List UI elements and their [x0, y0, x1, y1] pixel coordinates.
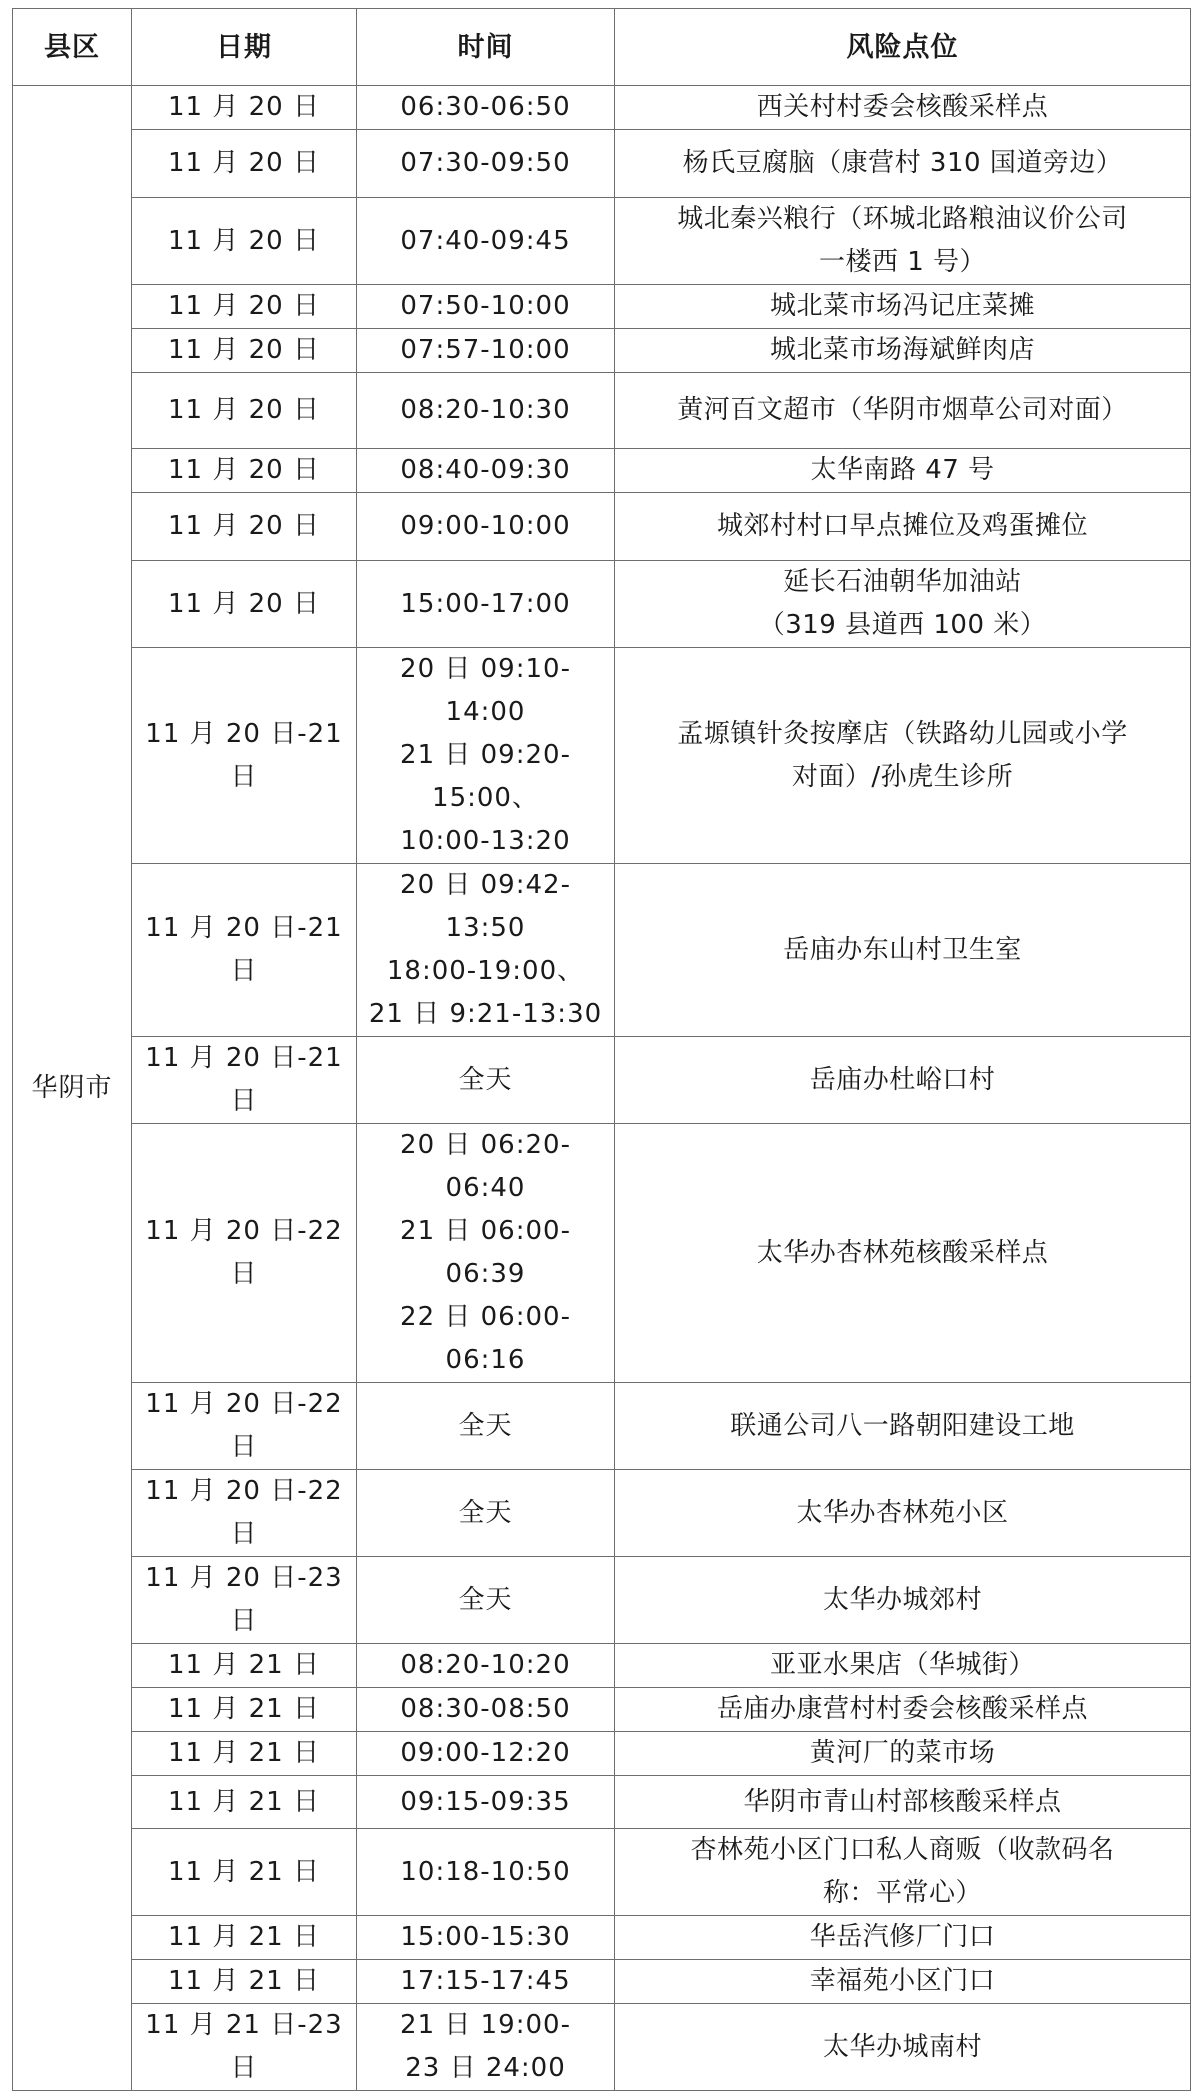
date-cell: 11 月 20 日 [132, 198, 357, 285]
cell-text-line: 21 日 9:21-13:30 [368, 999, 603, 1029]
risk-location-cell [615, 198, 1191, 285]
county-cell: 华阴市 [13, 86, 132, 2091]
cell-text-line: 城北菜市场冯记庄菜摊 [769, 291, 1035, 321]
date-cell: 11 月 20 日 [132, 493, 357, 561]
table-row [13, 198, 1191, 285]
table-row [13, 1829, 1191, 1916]
cell-text-line: 延长石油朝华加油站 [783, 567, 1022, 597]
risk-location-cell [615, 1829, 1191, 1916]
risk-location-cell [615, 1688, 1191, 1732]
table-row [13, 1916, 1191, 1960]
cell-text-line: 08:20-10:30 [400, 395, 571, 425]
risk-location-cell [615, 449, 1191, 493]
table-row [13, 449, 1191, 493]
table-body [13, 86, 1191, 2091]
risk-location-cell [615, 1732, 1191, 1776]
header-row [13, 9, 1191, 86]
date-cell: 11 月 20 日-21 日 [132, 1037, 357, 1124]
cell-text-line: 17:15-17:45 [400, 1966, 571, 1996]
cell-text-line: 07:50-10:00 [400, 291, 571, 321]
cell-text-line: 太华南路 47 号 [810, 455, 995, 485]
risk-location-cell [615, 1776, 1191, 1829]
date-cell: 11 月 20 日 [132, 285, 357, 329]
cell-text-line: 09:15-09:35 [400, 1786, 571, 1817]
time-cell [357, 1644, 615, 1688]
cell-text-line: 黄河厂的菜市场 [809, 1738, 996, 1768]
time-cell [357, 1829, 615, 1916]
cell-text-line: 08:30-08:50 [400, 1694, 571, 1724]
time-cell [357, 2004, 615, 2091]
table-row [13, 1557, 1191, 1644]
cell-text-line: 西关村村委会核酸采样点 [756, 92, 1049, 122]
time-cell [357, 1960, 615, 2004]
cell-text-line: 07:40-09:45 [400, 225, 571, 256]
time-cell [357, 130, 615, 198]
date-cell: 11 月 20 日 [132, 561, 357, 648]
time-cell [357, 86, 615, 130]
cell-text-line: 08:40-09:30 [400, 455, 571, 485]
cell-text-line: 岳庙办康营村村委会核酸采样点 [716, 1694, 1088, 1724]
risk-location-cell [615, 561, 1191, 648]
cell-text-line: 20 日 06:20-06:40 [400, 1130, 571, 1203]
table-row [13, 2004, 1191, 2091]
date-cell: 11 月 21 日 [132, 1916, 357, 1960]
cell-text-line: 称：平常心） [822, 1878, 982, 1908]
table-row [13, 373, 1191, 449]
cell-text-line: 岳庙办东山村卫生室 [783, 934, 1022, 965]
cell-text-line: 09:00-10:00 [400, 511, 571, 541]
risk-location-cell [615, 1037, 1191, 1124]
header-risk-location: 风险点位 [615, 9, 1191, 86]
risk-location-cell [615, 2004, 1191, 2091]
time-cell [357, 648, 615, 864]
date-cell: 11 月 21 日 [132, 1829, 357, 1916]
cell-text-line: 全天 [458, 1410, 513, 1441]
table-row [13, 1470, 1191, 1557]
risk-locations-table [12, 8, 1191, 2091]
time-cell [357, 198, 615, 285]
risk-location-cell [615, 1916, 1191, 1960]
date-cell: 11 月 20 日-21 日 [132, 648, 357, 864]
time-cell [357, 1037, 615, 1124]
cell-text-line: 全天 [458, 1064, 513, 1095]
table-row [13, 86, 1191, 130]
risk-location-cell [615, 329, 1191, 373]
time-cell [357, 329, 615, 373]
cell-text-line: 黄河百文超市（华阴市烟草公司对面） [677, 395, 1128, 425]
table-row [13, 329, 1191, 373]
date-cell: 11 月 20 日-22 日 [132, 1383, 357, 1470]
time-cell [357, 1732, 615, 1776]
header-county: 县区 [13, 9, 132, 86]
cell-text-line: （319 县道西 100 米） [758, 610, 1047, 640]
risk-location-cell [615, 1124, 1191, 1383]
cell-text-line: 太华办杏林苑核酸采样点 [756, 1237, 1049, 1268]
date-cell: 11 月 20 日 [132, 329, 357, 373]
cell-text-line: 21 日 09:20-15:00、 [400, 740, 571, 813]
table-row [13, 285, 1191, 329]
time-cell [357, 1557, 615, 1644]
cell-text-line: 10:00-13:20 [400, 826, 571, 856]
table-row [13, 648, 1191, 864]
time-cell [357, 561, 615, 648]
cell-text-line: 08:20-10:20 [400, 1650, 571, 1680]
date-cell: 11 月 20 日 [132, 86, 357, 130]
time-cell [357, 1470, 615, 1557]
date-cell: 11 月 20 日 [132, 373, 357, 449]
table-row [13, 1776, 1191, 1829]
cell-text-line: 岳庙办杜峪口村 [809, 1064, 996, 1095]
cell-text-line: 联通公司八一路朝阳建设工地 [730, 1410, 1075, 1441]
date-cell: 11 月 21 日 [132, 1960, 357, 2004]
risk-location-cell [615, 285, 1191, 329]
cell-text-line: 23 日 24:00 [405, 2053, 566, 2083]
cell-text-line: 城北秦兴粮行（环城北路粮油议价公司 [677, 204, 1128, 234]
risk-location-cell [615, 373, 1191, 449]
cell-text-line: 21 日 06:00-06:39 [400, 1216, 571, 1289]
risk-location-cell [615, 1960, 1191, 2004]
table-row [13, 561, 1191, 648]
cell-text-line: 18:00-19:00、 [386, 956, 585, 986]
cell-text-line: 07:30-09:50 [400, 148, 571, 178]
risk-location-cell [615, 648, 1191, 864]
cell-text-line: 杨氏豆腐脑（康营村 310 国道旁边） [682, 148, 1123, 178]
cell-text-line: 亚亚水果店（华城街） [769, 1650, 1035, 1680]
date-cell: 11 月 20 日 [132, 449, 357, 493]
risk-location-cell [615, 86, 1191, 130]
cell-text-line: 06:30-06:50 [400, 92, 571, 122]
time-cell [357, 373, 615, 449]
cell-text-line: 城郊村村口早点摊位及鸡蛋摊位 [716, 511, 1088, 541]
header-date: 日期 [132, 9, 357, 86]
header-time: 时间 [357, 9, 615, 86]
cell-text-line: 杏林苑小区门口私人商贩（收款码名 [690, 1835, 1115, 1865]
cell-text-line: 15:00-17:00 [400, 588, 571, 619]
time-cell [357, 493, 615, 561]
time-cell [357, 285, 615, 329]
risk-location-cell [615, 130, 1191, 198]
table-row [13, 1124, 1191, 1383]
time-cell [357, 449, 615, 493]
date-cell: 11 月 21 日 [132, 1732, 357, 1776]
time-cell [357, 1124, 615, 1383]
cell-text-line: 10:18-10:50 [400, 1856, 571, 1887]
cell-text-line: 20 日 09:10-14:00 [400, 654, 571, 727]
time-cell [357, 1383, 615, 1470]
table-row [13, 1960, 1191, 2004]
cell-text-line: 华阴市青山村部核酸采样点 [743, 1786, 1062, 1817]
cell-text-line: 09:00-12:20 [400, 1738, 571, 1768]
table-row [13, 493, 1191, 561]
date-cell: 11 月 21 日 [132, 1688, 357, 1732]
date-cell: 11 月 21 日 [132, 1776, 357, 1829]
date-cell: 11 月 20 日-22 日 [132, 1470, 357, 1557]
cell-text-line: 一楼西 1 号） [818, 247, 987, 277]
time-cell [357, 1776, 615, 1829]
risk-location-cell [615, 493, 1191, 561]
date-cell: 11 月 20 日 [132, 130, 357, 198]
cell-text-line: 太华办城南村 [822, 2031, 982, 2062]
time-cell [357, 1916, 615, 1960]
cell-text-line: 07:57-10:00 [400, 335, 571, 365]
cell-text-line: 华岳汽修厂门口 [809, 1922, 996, 1952]
cell-text-line: 对面）/孙虎生诊所 [791, 761, 1014, 792]
cell-text-line: 全天 [458, 1497, 513, 1528]
date-cell: 11 月 21 日 [132, 1644, 357, 1688]
cell-text-line: 全天 [458, 1584, 513, 1615]
time-cell [357, 1688, 615, 1732]
cell-text-line: 太华办城郊村 [822, 1584, 982, 1615]
table-row [13, 1732, 1191, 1776]
table-row [13, 1644, 1191, 1688]
risk-location-cell [615, 1644, 1191, 1688]
date-cell: 11 月 21 日-23 日 [132, 2004, 357, 2091]
risk-location-cell [615, 1383, 1191, 1470]
date-cell: 11 月 20 日-22 日 [132, 1124, 357, 1383]
date-cell: 11 月 20 日-21 日 [132, 864, 357, 1037]
table-row [13, 1688, 1191, 1732]
cell-text-line: 幸福苑小区门口 [809, 1966, 996, 1996]
cell-text-line: 15:00-15:30 [400, 1922, 571, 1952]
cell-text-line: 22 日 06:00-06:16 [400, 1302, 571, 1375]
risk-location-cell [615, 1470, 1191, 1557]
risk-location-cell [615, 864, 1191, 1037]
cell-text-line: 太华办杏林苑小区 [796, 1497, 1009, 1528]
cell-text-line: 21 日 19:00- [400, 2010, 571, 2040]
table-row [13, 130, 1191, 198]
risk-location-cell [615, 1557, 1191, 1644]
date-cell: 11 月 20 日-23 日 [132, 1557, 357, 1644]
table-row [13, 864, 1191, 1037]
cell-text-line: 20 日 09:42-13:50 [400, 870, 571, 943]
cell-text-line: 城北菜市场海斌鲜肉店 [769, 335, 1035, 365]
cell-text-line: 孟塬镇针灸按摩店（铁路幼儿园或小学 [677, 718, 1128, 749]
table-row [13, 1383, 1191, 1470]
time-cell [357, 864, 615, 1037]
table-row [13, 1037, 1191, 1124]
